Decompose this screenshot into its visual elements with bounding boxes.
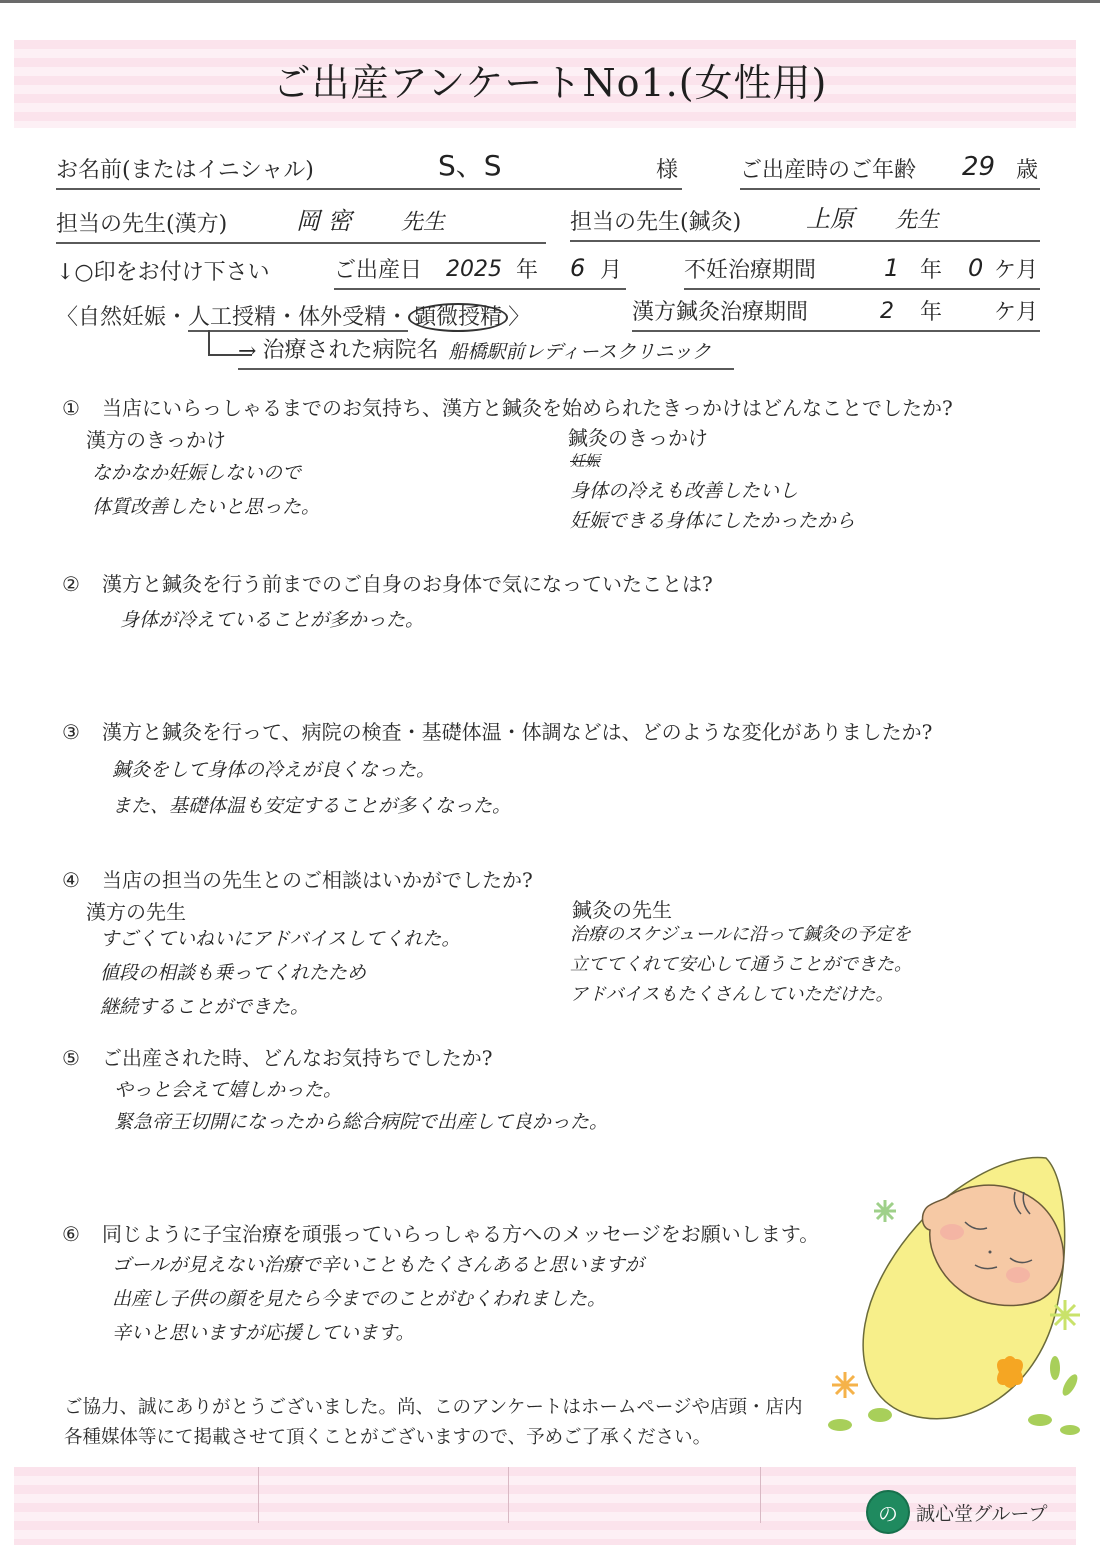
q4-acu-subheading: 鍼灸の先生 — [572, 898, 672, 922]
bracket-close: 〉 — [508, 305, 531, 330]
separator: ・ — [276, 305, 299, 330]
q3-answer — [112, 752, 511, 824]
scan-edge — [0, 0, 1100, 3]
q1-kampo-answer — [92, 456, 320, 524]
circle-instruction: ↓○印をお付け下さい — [56, 260, 270, 285]
name-field — [56, 148, 682, 190]
q4-kampo-subheading: 漢方の先生 — [86, 900, 186, 924]
answer-line: 身体の冷えも改善したいし — [570, 480, 799, 502]
birth-date-label: ご出産日 — [334, 258, 423, 283]
hospital-arrow-icon: → — [238, 339, 257, 364]
answer-line: 治療のスケジュールに沿って鍼灸の予定を — [570, 924, 911, 945]
struck-text: 妊娠 — [570, 452, 601, 470]
kampo-teacher-field — [56, 200, 546, 244]
answer-line: 身体が冷えていることが多かった。 — [120, 609, 425, 631]
flower-icon — [832, 1372, 858, 1398]
question-5-number: ⑤ — [62, 1046, 80, 1070]
birth-date-field — [334, 250, 626, 290]
answer-line: 継続することができた。 — [100, 996, 310, 1018]
brand-logo — [866, 1490, 1047, 1534]
q1-kampo-subheading: 漢方のきっかけ — [86, 428, 226, 452]
option-ivf[interactable]: 体外受精 — [298, 305, 387, 330]
question-5-text: ご出産された時、どんなお気持ちでしたか? — [102, 1046, 493, 1070]
flower-icon — [874, 1200, 896, 1222]
question-2-number: ② — [62, 572, 80, 596]
question-5 — [62, 1042, 493, 1071]
age-field — [740, 148, 1040, 190]
q2-answer — [120, 603, 424, 637]
kampo-period-year-unit: 年 — [920, 300, 943, 325]
answer-line: 値段の相談も乗ってくれたため — [100, 962, 367, 984]
answer-line: 緊急帝王切開になったから総合病院で出産して良かった。 — [114, 1111, 609, 1133]
kampo-teacher-suffix: 先生 — [401, 210, 446, 235]
question-1 — [62, 392, 953, 421]
answer-line: 妊娠できる身体にしたかったから — [570, 510, 856, 532]
q1-acu-subheading: 鍼灸のきっかけ — [568, 426, 708, 450]
kampo-period-label: 漢方鍼灸治療期間 — [632, 300, 809, 325]
name-value: S、S — [438, 149, 502, 182]
birth-year-unit: 年 — [516, 258, 539, 283]
page-title: ご出産アンケートNo1.(女性用) — [272, 61, 828, 105]
answer-line: 鍼灸をして身体の冷えが良くなった。 — [112, 759, 436, 781]
age-suffix: 歳 — [1015, 158, 1038, 183]
question-6-number: ⑥ — [62, 1222, 80, 1246]
footer-note — [64, 1393, 803, 1453]
stamp-grid-divider — [508, 1467, 509, 1523]
answer-line: なかなか妊娠しないので — [92, 462, 302, 484]
question-6 — [62, 1218, 819, 1247]
answer-line: 出産し子供の顔を見たら今までのことがむくわれました。 — [112, 1288, 607, 1310]
birth-year: 2025 — [446, 257, 502, 282]
q5-answer — [114, 1074, 608, 1138]
separator: ・ — [386, 305, 409, 330]
question-4-number: ④ — [62, 868, 80, 892]
acu-teacher-value: 上原 — [806, 205, 854, 233]
question-6-text: 同じように子宝治療を頑張っていらっしゃる方へのメッセージをお願いします。 — [102, 1222, 820, 1246]
birth-month-unit: 月 — [599, 258, 622, 283]
acu-teacher-label: 担当の先生(鍼灸) — [570, 210, 742, 235]
logo-emblem-icon: の — [866, 1490, 910, 1534]
footer-note-line-1: ご協力、誠にありがとうございました。尚、このアンケートはホームページや店頭・店内 — [64, 1397, 803, 1418]
logo-text: 誠心堂グループ — [916, 1502, 1048, 1525]
acu-teacher-field — [570, 200, 1040, 242]
infertility-years: 1 — [884, 254, 900, 282]
q4-kampo-answer — [100, 922, 460, 1024]
option-natural[interactable]: 自然妊娠 — [78, 305, 167, 330]
answer-line: やっと会えて嬉しかった。 — [114, 1079, 343, 1101]
question-1-number: ① — [62, 396, 80, 420]
infertility-month-unit: ケ月 — [993, 258, 1038, 283]
answer-line: 辛いと思いますが応援しています。 — [112, 1322, 415, 1344]
age-value: 29 — [962, 152, 996, 182]
option-icsi-selected[interactable]: 顕微授精 — [408, 303, 508, 332]
kampo-period-month-unit: ケ月 — [993, 300, 1038, 325]
acu-teacher-suffix: 先生 — [895, 208, 940, 233]
swaddled-baby-illustration — [800, 1140, 1100, 1460]
q4-acu-answer — [570, 920, 912, 1010]
kampo-period-years: 2 — [880, 299, 894, 324]
stamp-grid-divider — [258, 1467, 259, 1523]
question-2-text: 漢方と鍼灸を行う前までのご自身のお身体で気になっていたことは? — [102, 572, 713, 596]
kampo-teacher-value: 岡 密 — [296, 207, 352, 235]
question-3 — [62, 716, 932, 745]
answer-line: 体質改善したいと思った。 — [92, 496, 321, 518]
answer-line: 立ててくれて安心して通うことができた。 — [570, 954, 912, 975]
option-artificial[interactable]: 人工授精 — [188, 305, 277, 330]
infertility-label: 不妊治療期間 — [684, 258, 817, 283]
footer-note-line-2: 各種媒体等にて掲載させて頂くことがございますので、予めご了承ください。 — [64, 1427, 712, 1448]
question-4-text: 当店の担当の先生とのご相談はいかがでしたか? — [102, 868, 533, 892]
name-suffix: 様 — [655, 158, 678, 183]
question-3-text: 漢方と鍼灸を行って、病院の検査・基礎体温・体調などは、どのような変化がありましたか? — [102, 720, 933, 744]
birth-month: 6 — [570, 254, 586, 282]
pregnancy-type-options — [56, 300, 530, 331]
answer-line: すごくていねいにアドバイスしてくれた。 — [100, 928, 461, 950]
name-label: お名前(またはイニシャル) — [56, 158, 314, 183]
kampo-teacher-label: 担当の先生(漢方) — [56, 212, 228, 237]
separator: ・ — [166, 305, 189, 330]
infertility-year-unit: 年 — [920, 258, 943, 283]
age-label: ご出産時のご年齢 — [740, 158, 917, 183]
answer-line: また、基礎体温も安定することが多くなった。 — [112, 795, 512, 817]
question-2 — [62, 568, 713, 597]
question-4 — [62, 864, 533, 893]
hospital-field — [238, 330, 734, 370]
stamp-grid-divider — [760, 1467, 761, 1523]
hospital-label: 治療された病院名 — [262, 338, 439, 363]
kampo-period-field — [632, 292, 1040, 332]
q1-acu-answer — [570, 446, 855, 536]
hospital-value: 船橋駅前レディースクリニック — [448, 341, 711, 363]
answer-line: アドバイスもたくさんしていただけた。 — [570, 984, 894, 1005]
infertility-months: 0 — [968, 254, 984, 282]
question-1-text: 当店にいらっしゃるまでのお気持ち、漢方と鍼灸を始められたきっかけはどんなことでしたか? — [102, 396, 953, 420]
q6-answer — [112, 1248, 644, 1350]
bracket-open: 〈 — [56, 305, 79, 330]
answer-line: ゴールが見えない治療で辛いこともたくさんあると思いますが — [112, 1254, 644, 1276]
question-3-number: ③ — [62, 720, 80, 744]
infertility-period-field — [684, 250, 1040, 290]
